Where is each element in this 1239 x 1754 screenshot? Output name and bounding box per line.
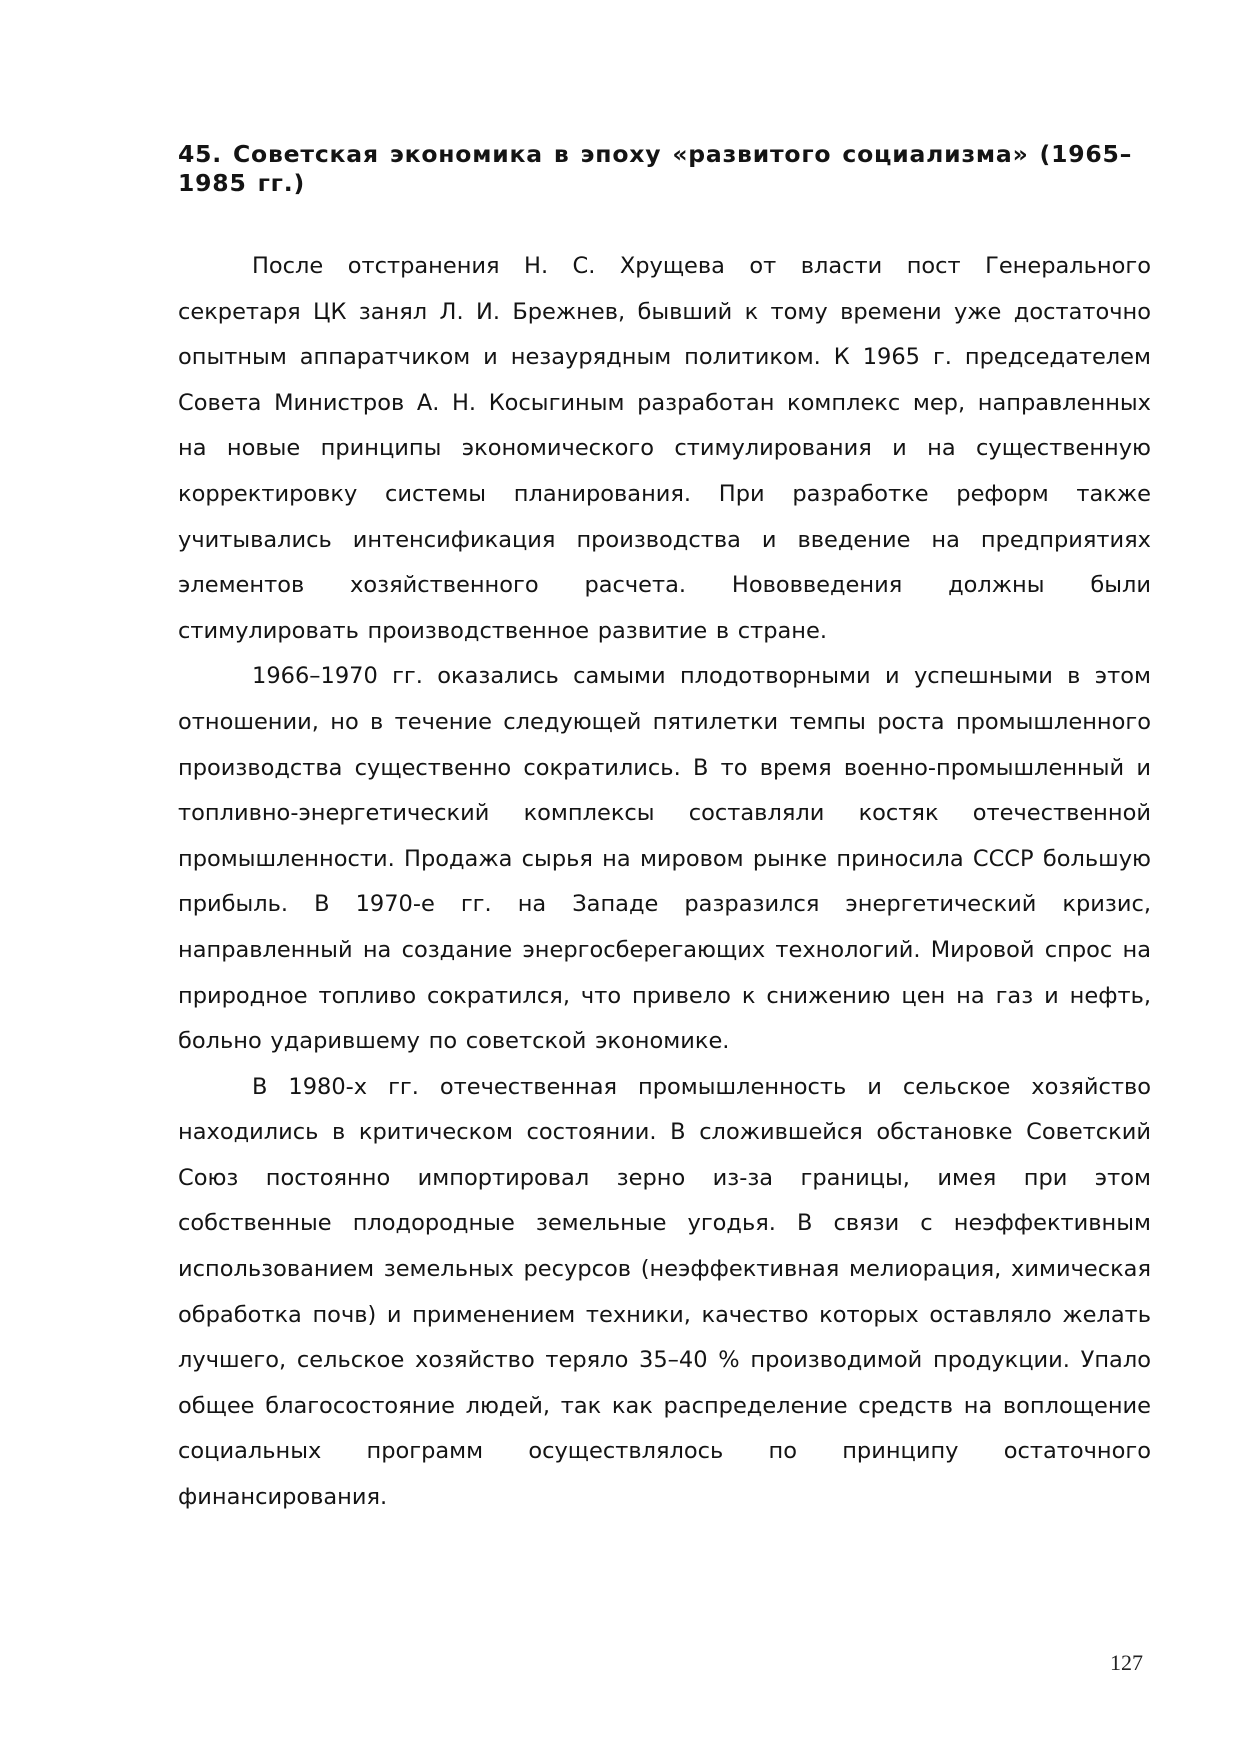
paragraph-2: 1966–1970 гг. оказались самыми плодотворными и успешными в этом отношении, но в течение следующей пятилетки темпы роста промышленного производства существенно сократились. В то время военно-промышленный и топливно-энергетический комплексы составляли костяк отечественной промышленности. Продажа сырья на мировом рынке приносила СССР большую прибыль. В 1970-е гг. на Западе разразился энергетический кризис, направленный на создание энергосберегающих технологий. Мировой спрос на природное топливо сократился, что привело к снижению цен на газ и нефть, больно ударившему по советской экономике.	[178, 663, 1151, 1055]
document-page	[178, 140, 1151, 1521]
paragraph-1: После отстранения Н. С. Хрущева от власти пост Генерального секретаря ЦК занял Л. И. Брежнев, бывший к тому времени уже достаточно опытным аппаратчиком и незаурядным политиком. К 1965 г. председателем Совета Министров А. Н. Косыгиным разработан комплекс мер, направленных на новые принципы экономического стимулирования и на существенную корректировку системы планирования. При разработке реформ также учитывались интенсификация производства и введение на предприятиях элементов хозяйственного расчета. Нововведения должны были стимулировать производственное развитие в стране.	[178, 253, 1151, 644]
paragraph-3: В 1980-х гг. отечественная промышленность и сельское хозяйство находились в критическом состоянии. В сложившейся обстановке Советский Союз постоянно импортировал зерно из-за границы, имея при этом собственные плодородные земельные угодья. В связи с неэффективным использованием земельных ресурсов (неэффективная мелиорация, химическая обработка почв) и применением техники, качество которых оставляло желать лучшего, сельское хозяйство теряло 35–40 % производимой продукции. Упало общее благосостояние людей, так как распределение средств на воплощение социальных программ осуществлялось по принципу остаточного финансирования.	[178, 1073, 1151, 1511]
section-heading: 45. Советская экономика в эпоху «развитого социализма» (1965–1985 гг.)	[178, 140, 1133, 197]
page-number: 127	[1110, 1650, 1143, 1675]
